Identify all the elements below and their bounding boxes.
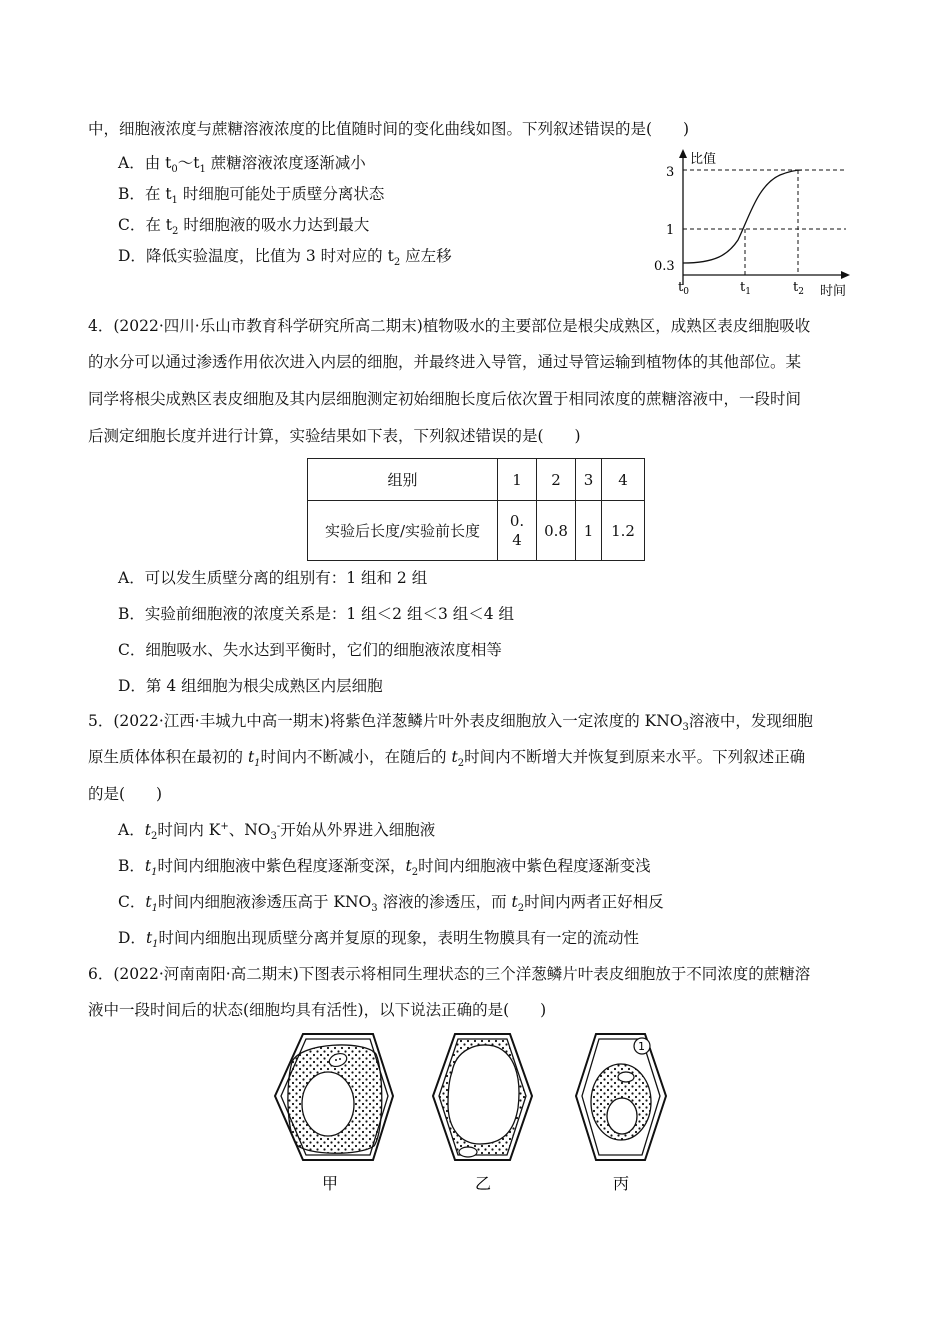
table-header-3: 3 xyxy=(576,459,602,501)
table-header-1: 1 xyxy=(498,459,537,501)
q3-option-d: D．降低实验温度，比值为 3 时对应的 $t_2$ 应左移 xyxy=(118,247,452,269)
q5-option-a: A．$t_2$时间内 K+、$NO_3^-$开始从外界进入细胞液 xyxy=(118,820,436,843)
tick-t0: $t_0$ xyxy=(678,280,689,297)
table-cell-2: 0.8 xyxy=(537,501,576,561)
q4-line-2: 的水分可以通过渗透作用依次进入内层的细胞，并最终进入导管，通过导管运输到植物体的其他部位。某 xyxy=(88,353,802,371)
tick-t1: $t_1$ xyxy=(740,280,751,297)
table-header-group: 组别 xyxy=(308,459,498,501)
q5-option-b: B．$t_1$时间内细胞液中紫色程度逐渐变深，$t_2$时间内细胞液中紫色程度逐渐变浅 xyxy=(118,857,651,879)
q4-option-b: B．实验前细胞液的浓度关系是：1 组＜2 组＜3 组＜4 组 xyxy=(118,605,515,623)
onion-cells-figure xyxy=(270,1032,670,1197)
table-header-2: 2 xyxy=(537,459,576,501)
ratio-time-graph xyxy=(650,145,860,305)
ratio-curve xyxy=(683,170,802,263)
q4-results-table xyxy=(307,458,645,561)
cell-jia xyxy=(275,1034,393,1160)
q5-option-c: C．$t_1$时间内细胞液渗透压高于 $KNO_3$ 溶液的渗透压，而 $t_2$时间内两者正好相反 xyxy=(118,893,664,915)
q5-line-1: 5．(2022·江西·丰城九中高一期末)将紫色洋葱鳞片叶外表皮细胞放入一定浓度的 $KNO_3$溶液中，发现细胞 xyxy=(88,712,813,734)
table-cell-4: 1.2 xyxy=(602,501,645,561)
x-axis-label: 时间 xyxy=(820,284,847,299)
x-axis-arrow xyxy=(841,271,850,279)
cell-yi xyxy=(433,1034,532,1160)
q4-line-4: 后测定细胞长度并进行计算，实验结果如下表，下列叙述错误的是( ) xyxy=(88,427,581,445)
q3-option-b: B．在 $t_1$ 时细胞可能处于质壁分离状态 xyxy=(118,185,385,207)
q3-option-c: C．在 $t_2$ 时细胞液的吸水力达到最大 xyxy=(118,216,370,238)
tick-1: 1 xyxy=(666,223,675,238)
q4-option-d: D．第 4 组细胞为根尖成熟区内层细胞 xyxy=(118,677,383,695)
table-cell-3: 1 xyxy=(576,501,602,561)
label-bing: 丙 xyxy=(613,1174,630,1193)
q4-option-a: A．可以发生质壁分离的组别有：1 组和 2 组 xyxy=(118,569,428,587)
y-axis-arrow xyxy=(679,149,687,158)
q5-line-3: 的是( ) xyxy=(88,785,163,803)
q5-option-d: D．$t_1$时间内细胞出现质壁分离并复原的现象，表明生物膜具有一定的流动性 xyxy=(118,929,640,951)
table-cell-1: 0. 4 xyxy=(498,501,537,561)
q4-line-1: 4．(2022·四川·乐山市教育科学研究所高二期末)植物吸水的主要部位是根尖成熟区，成熟区表皮细胞吸收 xyxy=(88,317,811,335)
q6-line-2: 液中一段时间后的状态(细胞均具有活性)，以下说法正确的是( ) xyxy=(88,1001,547,1019)
tick-t2: $t_2$ xyxy=(793,280,804,297)
table-row-label: 实验后长度/实验前长度 xyxy=(308,501,498,561)
q6-line-1: 6．(2022·河南南阳·高二期末)下图表示将相同生理状态的三个洋葱鳞片叶表皮细胞放于不同浓度的蔗糖溶 xyxy=(88,965,811,983)
marker-1-label: 1 xyxy=(638,1040,645,1053)
q4-line-3: 同学将根尖成熟区表皮细胞及其内层细胞测定初始细胞长度后依次置于相同浓度的蔗糖溶液中，一段时间 xyxy=(88,390,802,408)
table-header-4: 4 xyxy=(602,459,645,501)
q3-option-a: A．由 $t_0\sim t_1$ 蔗糖溶液浓度逐渐减小 xyxy=(118,154,366,176)
tick-0.3: 0.3 xyxy=(654,259,675,274)
q4-option-c: C．细胞吸水、失水达到平衡时，它们的细胞液浓度相等 xyxy=(118,641,502,659)
label-yi: 乙 xyxy=(475,1174,492,1193)
q5-line-2: 原生质体体积在最初的 $t_1$时间内不断减小，在随后的 $t_2$时间内不断增大并恢复到原来水平。下列叙述正确 xyxy=(88,748,806,770)
q3-stem: 中，细胞液浓度与蔗糖溶液浓度的比值随时间的变化曲线如图。下列叙述错误的是( ) xyxy=(88,120,690,138)
label-jia: 甲 xyxy=(322,1174,339,1193)
tick-3: 3 xyxy=(666,165,675,180)
y-axis-label: 比值 xyxy=(690,152,717,167)
cell-bing xyxy=(576,1034,666,1160)
